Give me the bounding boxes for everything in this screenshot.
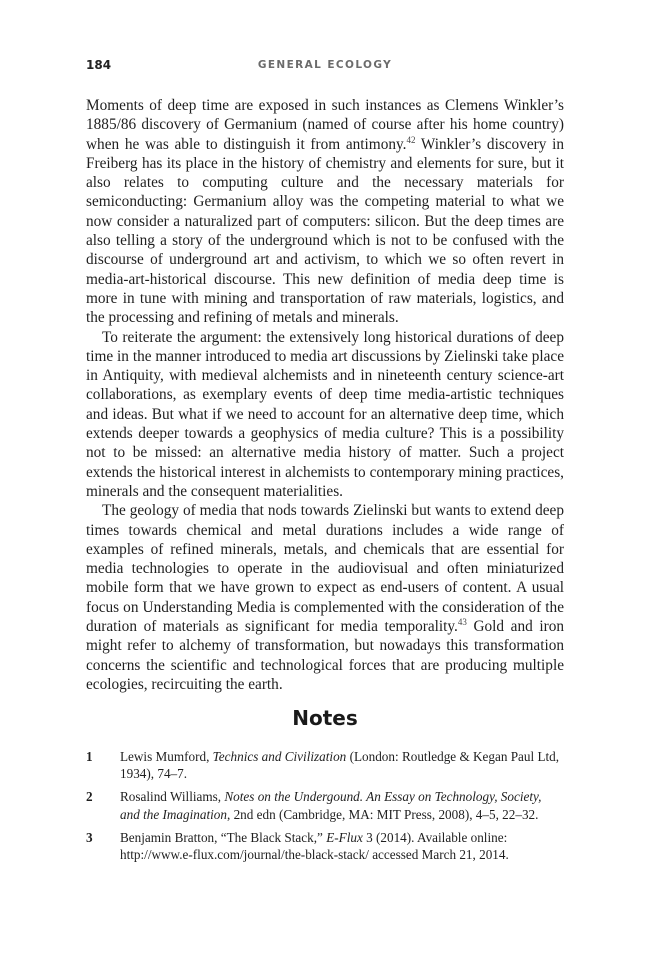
page-number: 184	[86, 58, 112, 72]
page-header	[86, 58, 564, 78]
notes-list	[86, 748, 564, 869]
paragraph-3-text-a: The geology of media that nods towards Zielinski but wants to extend deep times towards chemical and metal durations includes a wide range of examples of refined minerals, metals, and chemicals that are essential for media technologies to operate in the audiovisual and often miniaturized mobile form that we have grown to expect as end-users of content. A usual focus on Understanding Media is complemented with the consideration of the duration of materials as significant for media temporality.	[86, 502, 564, 636]
body-text	[86, 96, 564, 694]
note-number: 1	[86, 749, 93, 764]
note-title: Technics and Civilization	[212, 749, 347, 764]
note-text-post: 3 (2014). Available online: http://www.e-flux.com/journal/the-black-stack/ accessed March 21, 2014.	[120, 829, 509, 863]
note-text-pre: Lewis Mumford,	[120, 749, 213, 764]
note-title: Notes on the Undergound. An Essay on Technology, Society, and the Imagination	[120, 789, 542, 822]
note-text	[120, 748, 564, 782]
note-number: 2	[86, 789, 93, 805]
note-text-pre: Benjamin Bratton, “The Black Stack,”	[120, 829, 327, 845]
footnote-ref-43[interactable]: 43	[457, 616, 467, 627]
running-head: GENERAL ECOLOGY	[257, 59, 393, 71]
note-title: E-Flux	[326, 829, 363, 845]
note-text	[120, 829, 564, 863]
note-text	[120, 788, 564, 822]
note-item	[86, 829, 564, 863]
note-item	[86, 788, 564, 822]
paragraph-3	[86, 501, 564, 694]
note-text-pre: Rosalind Williams,	[120, 789, 225, 805]
paragraph-1	[86, 96, 564, 328]
paragraph-3-text-b: Gold and iron might refer to alchemy of transformation, but nowadays this transformation concerns the scientific and technological forces that are producing multiple ecologies, recircuiting the earth.	[86, 618, 564, 693]
paragraph-1-text-b: Winkler’s discovery in Freiberg has its place in the history of chemistry and elements for sure, but it also relates to computing culture and the necessary materials for semiconducting: Germanium alloy was the competing material to what we now consider a naturalized part of computers: silicon. But the deep times are also telling a story of the underground which is not to be confused with the discourse of underground art and activism, to which we so often revert in media-art-historical discourse. This new definition of media deep time is more in tune with mining and transportation of raw materials, logistics, and the processing and refining of metals and minerals.	[86, 135, 565, 327]
note-text-post: , 2nd edn (Cambridge, MA: MIT Press, 2008), 4–5, 22–32.	[226, 806, 539, 822]
footnote-ref-42[interactable]: 42	[406, 134, 416, 145]
paragraph-2: To reiterate the argument: the extensively long historical durations of deep time in the manner introduced to media art discussions by Zielinski take place in Antiquity, with medieval alchemists and in nineteenth century science-art collaborations, as exemplary events of deep time media-artistic techniques and ideas. But what if we need to account for an alternative deep time, which extends deeper towards a geophysics of media culture? This is a possibility not to be missed: an alternative media history of matter. Such a project extends the historical interest in alchemists to contemporary mining practices, minerals and the consequent materialities.	[86, 328, 564, 500]
paragraph-1-text-a: Moments of deep time are exposed in such instances as Clemens Winkler’s 1885/86 discovery of Germanium (named of course after his home country) when he was able to distinguish it from antimony.	[86, 97, 564, 153]
note-text-post: (London: Routledge & Kegan Paul Ltd, 1934), 74–7.	[120, 749, 560, 782]
note-number: 3	[86, 829, 93, 845]
note-item	[86, 748, 564, 782]
notes-heading: Notes	[292, 706, 358, 730]
